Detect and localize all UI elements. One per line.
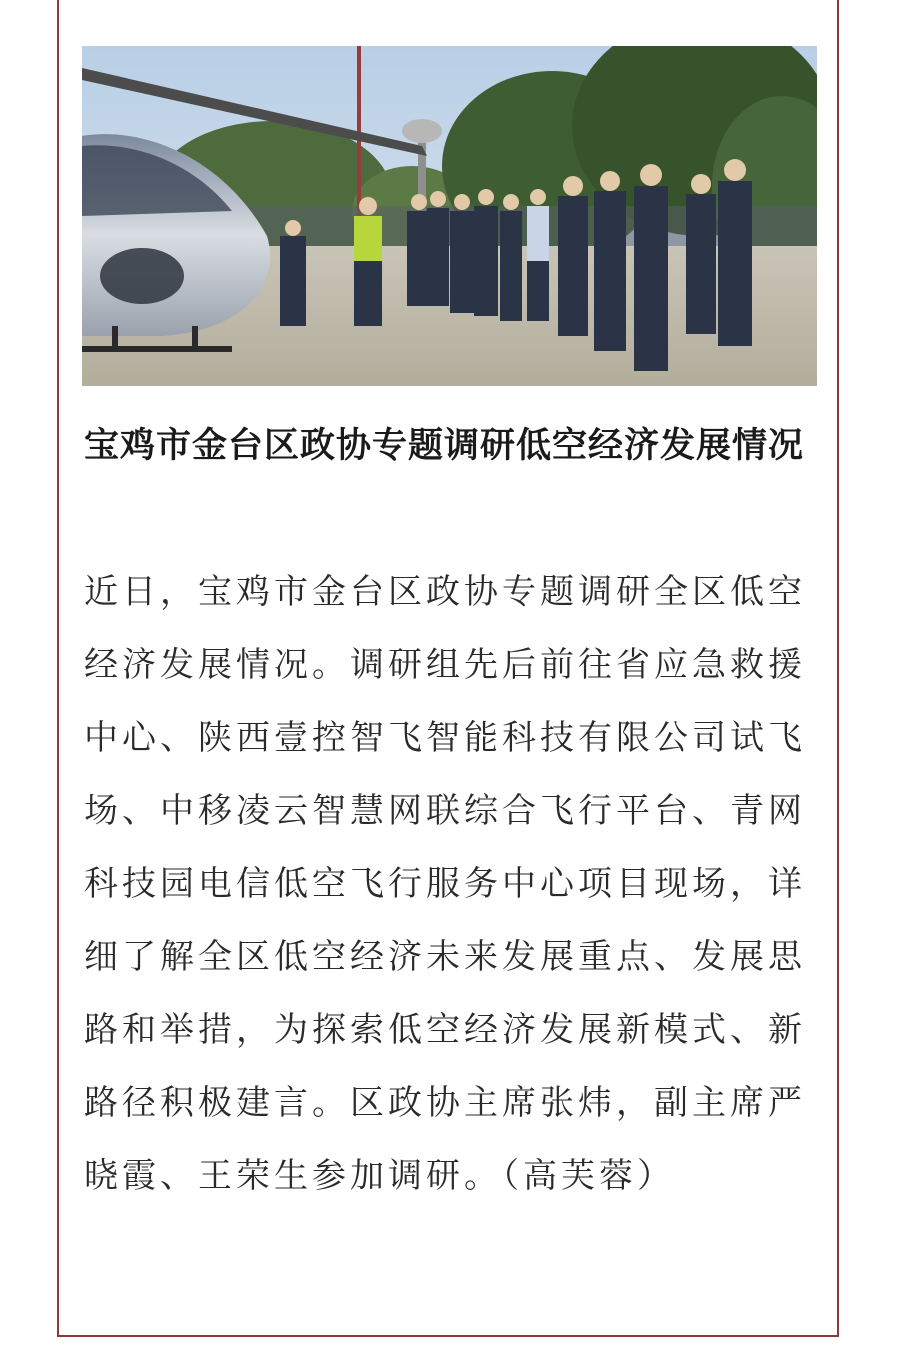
article-headline: 宝鸡市金台区政协专题调研低空经济发展情况 [84,426,805,466]
article-photo [82,46,817,386]
article-body: 近日，宝鸡市金台区政协专题调研全区低空经济发展情况。调研组先后前往省应急救援中心、陕西壹控智飞智能科技有限公司试飞场、中移凌云智慧网联综合飞行平台、青网科技园电信低空飞行服务中心项目现场，详细了解全区低空经济未来发展重点、发展思路和举措，为探索低空经济发展新模式、新路径积极建言。区政协主席张炜，副主席严晓霞、王荣生参加调研。（高芙蓉） [84,572,806,1196]
